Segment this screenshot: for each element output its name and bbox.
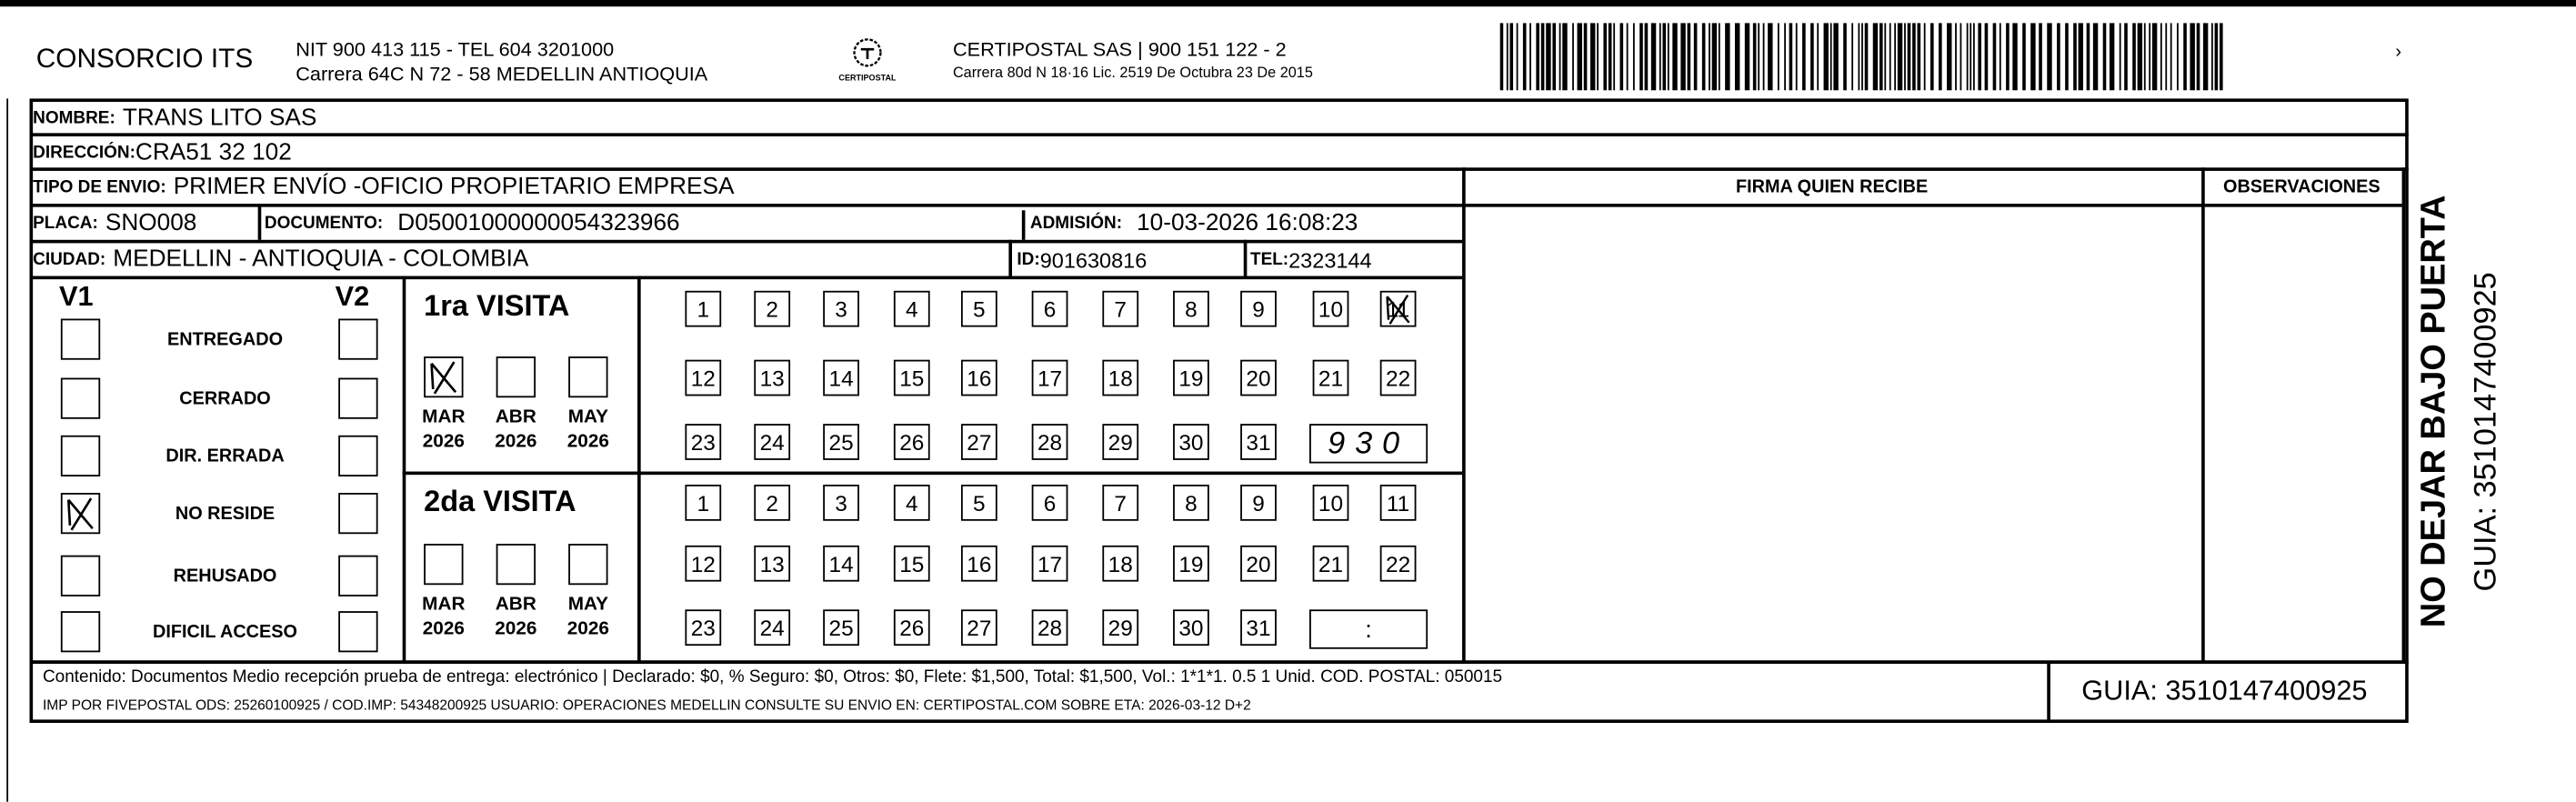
v1-checkbox[interactable] (61, 436, 100, 476)
day-box[interactable]: 6 (1032, 291, 1068, 327)
day-box[interactable]: 5 (961, 291, 997, 327)
day-box[interactable]: 30 (1173, 424, 1209, 460)
footer-print-info: IMP POR FIVEPOSTAL ODS: 25260100925 / COD.IMP: 54348200925 USUARIO: OPERACIONES MEDELLIN CONSULTE SU ENVIO EN: CERTIPOSTAL.COM SOBRE ETA: 2026-03-12 D+2 (42, 697, 1251, 714)
v2-checkbox[interactable] (338, 556, 377, 596)
day-box[interactable]: 20 (1240, 360, 1277, 396)
documento-value: D05001000000054323966 (397, 210, 680, 237)
day-box[interactable]: 29 (1102, 609, 1138, 646)
day-box[interactable]: 4 (894, 291, 930, 327)
company-nit: NIT 900 413 115 - TEL 604 3201000 (296, 37, 615, 61)
day-box[interactable]: 5 (961, 485, 997, 521)
v2-checkbox[interactable] (338, 319, 377, 360)
footer-contents: Contenido: Documentos Medio recepción prueba de entrega: electrónico | Declarado: $0, % Seguro: $0, Otros: $0, Flete: $1,500, Total: $1,500, Vol.: 1*1*1. 0.5 1 Unid. COD. POSTAL: 050015 (42, 667, 1503, 687)
day-box[interactable]: 13 (754, 546, 790, 582)
ciudad-value: MEDELLIN - ANTIOQUIA - COLOMBIA (113, 246, 529, 273)
day-box[interactable]: 3 (823, 485, 859, 521)
v2-header: V2 (335, 280, 370, 313)
direccion-value: CRA51 32 102 (135, 138, 292, 165)
firma-header: FIRMA QUIEN RECIBE (1735, 177, 1929, 197)
company-name: CONSORCIO ITS (35, 44, 254, 75)
day-box[interactable]: 25 (823, 424, 859, 460)
tipo-envio-row (33, 171, 734, 204)
visit-title: 1ra VISITA (424, 288, 570, 323)
day-box[interactable]: 12 (685, 360, 721, 396)
day-box[interactable]: 25 (823, 609, 859, 646)
status-label: DIR. ERRADA (165, 446, 285, 467)
day-box[interactable]: 23 (685, 424, 721, 460)
placa-field (33, 207, 196, 240)
carrier-info (953, 38, 1313, 81)
nombre-label: NOMBRE: (33, 107, 115, 128)
id-value: 901630816 (1039, 246, 1148, 273)
v2-checkbox[interactable] (338, 378, 377, 419)
day-box[interactable]: 8 (1173, 485, 1209, 521)
day-box[interactable]: 28 (1032, 609, 1068, 646)
day-box[interactable]: 8 (1173, 291, 1209, 327)
nombre-value: TRANS LITO SAS (122, 104, 317, 131)
day-box[interactable]: 1 (685, 485, 721, 521)
day-box[interactable]: 16 (961, 546, 997, 582)
day-box[interactable]: 9 (1240, 291, 1277, 327)
month-checkbox[interactable] (424, 356, 463, 397)
day-box[interactable]: 7 (1102, 485, 1138, 521)
status-label: REHUSADO (173, 566, 277, 587)
day-box[interactable]: 28 (1032, 424, 1068, 460)
no-dejar-warning: NO DEJAR BAJO PUERTA (2414, 195, 2453, 628)
day-box[interactable]: 23 (685, 609, 721, 646)
v1-checkbox[interactable] (61, 493, 100, 534)
day-box[interactable]: 27 (961, 609, 997, 646)
v1-header: V1 (59, 280, 94, 313)
ciudad-label: CIUDAD: (33, 249, 106, 270)
month-label: MAR 2026 (422, 595, 466, 639)
v1-checkbox[interactable] (61, 378, 100, 419)
day-box[interactable]: 17 (1032, 360, 1068, 396)
day-box[interactable]: 9 (1240, 485, 1277, 521)
v2-checkbox[interactable] (338, 493, 377, 534)
day-box[interactable]: 17 (1032, 546, 1068, 582)
v1-checkbox[interactable] (61, 611, 100, 652)
day-box[interactable]: 18 (1102, 546, 1138, 582)
day-box[interactable]: 21 (1313, 360, 1349, 396)
day-box[interactable]: 4 (894, 485, 930, 521)
day-box[interactable]: 21 (1313, 546, 1349, 582)
day-box[interactable]: 18 (1102, 360, 1138, 396)
day-box[interactable]: 19 (1173, 546, 1209, 582)
direccion-label: DIRECCIÓN: (33, 142, 135, 162)
month-label: ABR 2026 (495, 407, 537, 452)
signature-area[interactable] (1466, 206, 2200, 662)
admision-label: ADMISIÓN: (1029, 213, 1123, 234)
month-checkbox[interactable] (496, 356, 536, 397)
corner-mark: › (2395, 42, 2401, 63)
day-box[interactable]: 7 (1102, 291, 1138, 327)
time-box[interactable]: 930 (1309, 424, 1428, 463)
day-box[interactable]: 31 (1240, 609, 1277, 646)
company-address: Carrera 64C N 72 - 58 MEDELLIN ANTIOQUIA (296, 62, 708, 85)
day-box[interactable]: 1 (685, 291, 721, 327)
month-checkbox[interactable] (496, 544, 536, 585)
day-box[interactable]: 11 (1380, 291, 1417, 327)
barcode (1500, 23, 2227, 90)
ciudad-field (33, 243, 528, 276)
day-box[interactable]: 12 (685, 546, 721, 582)
day-box[interactable]: 2 (754, 291, 790, 327)
day-box[interactable]: 26 (894, 609, 930, 646)
day-box[interactable]: 13 (754, 360, 790, 396)
day-box[interactable]: 14 (823, 546, 859, 582)
month-checkbox[interactable] (568, 544, 607, 585)
v1-checkbox[interactable] (61, 319, 100, 360)
company-info (296, 38, 707, 87)
v2-checkbox[interactable] (338, 436, 377, 476)
tipo-label: TIPO DE ENVIO: (33, 177, 166, 197)
day-box[interactable]: 22 (1380, 360, 1417, 396)
day-box[interactable]: 3 (823, 291, 859, 327)
documento-label: DOCUMENTO: (264, 213, 384, 234)
day-box[interactable]: 27 (961, 424, 997, 460)
day-box[interactable]: 26 (894, 424, 930, 460)
placa-value: SNO008 (105, 210, 197, 237)
day-box[interactable]: 20 (1240, 546, 1277, 582)
status-label: ENTREGADO (167, 330, 284, 350)
placa-label: PLACA: (33, 213, 98, 234)
observaciones-header: OBSERVACIONES (2222, 177, 2381, 197)
day-box[interactable]: 14 (823, 360, 859, 396)
day-box[interactable]: 15 (894, 546, 930, 582)
tipo-value: PRIMER ENVÍO -OFICIO PROPIETARIO EMPRESA (173, 174, 735, 201)
day-box[interactable]: 16 (961, 360, 997, 396)
month-checkbox[interactable] (568, 356, 607, 397)
day-box[interactable]: 22 (1380, 546, 1417, 582)
visit-title: 2da VISITA (424, 485, 576, 518)
day-box[interactable]: 11 (1380, 485, 1417, 521)
observations-area[interactable] (2205, 206, 2401, 662)
day-box[interactable]: 31 (1240, 424, 1277, 460)
logo-text: CERTIPOSTAL (838, 74, 897, 85)
month-label: MAR 2026 (422, 407, 466, 452)
direccion-row (33, 136, 292, 167)
v2-checkbox[interactable] (338, 611, 377, 652)
top-border (0, 0, 2576, 6)
day-box[interactable]: 24 (754, 424, 790, 460)
carrier-address: Carrera 80d N 18·16 Lic. 2519 De Octubra 23 De 2015 (952, 64, 1313, 81)
status-label: NO RESIDE (175, 504, 276, 525)
month-label: MAY 2026 (566, 595, 609, 639)
status-label: DIFICIL ACCESO (153, 622, 298, 643)
day-box[interactable]: 10 (1313, 485, 1349, 521)
v1-checkbox[interactable] (61, 556, 100, 596)
day-box[interactable]: 30 (1173, 609, 1209, 646)
left-border (6, 98, 8, 801)
day-box[interactable]: 6 (1032, 485, 1068, 521)
admision-field (1030, 207, 1358, 240)
status-label: CERRADO (179, 389, 271, 409)
month-label: MAY 2026 (566, 407, 609, 452)
footer-guia: GUIA: 3510147400925 (2081, 675, 2368, 707)
day-box[interactable]: 10 (1313, 291, 1349, 327)
admision-value: 10-03-2026 16:08:23 (1137, 210, 1358, 237)
month-label: ABR 2026 (495, 595, 537, 639)
month-checkbox[interactable] (424, 544, 463, 585)
side-guia: GUIA: 3510147400925 (2469, 272, 2504, 592)
carrier-name: CERTIPOSTAL SAS | 900 151 122 - 2 (952, 37, 1287, 61)
time-box[interactable]: : (1309, 609, 1428, 648)
tel-value: 2323144 (1288, 246, 1372, 273)
day-box[interactable]: 29 (1102, 424, 1138, 460)
id-field (1017, 243, 1147, 276)
day-box[interactable]: 24 (754, 609, 790, 646)
tel-label: TEL: (1249, 249, 1289, 270)
certipostal-logo (835, 36, 900, 84)
nombre-row (33, 102, 316, 133)
documento-field (265, 207, 680, 240)
day-box[interactable]: 19 (1173, 360, 1209, 396)
day-box[interactable]: 15 (894, 360, 930, 396)
day-box[interactable]: 2 (754, 485, 790, 521)
tel-field (1250, 243, 1372, 276)
id-label: ID: (1017, 249, 1040, 270)
